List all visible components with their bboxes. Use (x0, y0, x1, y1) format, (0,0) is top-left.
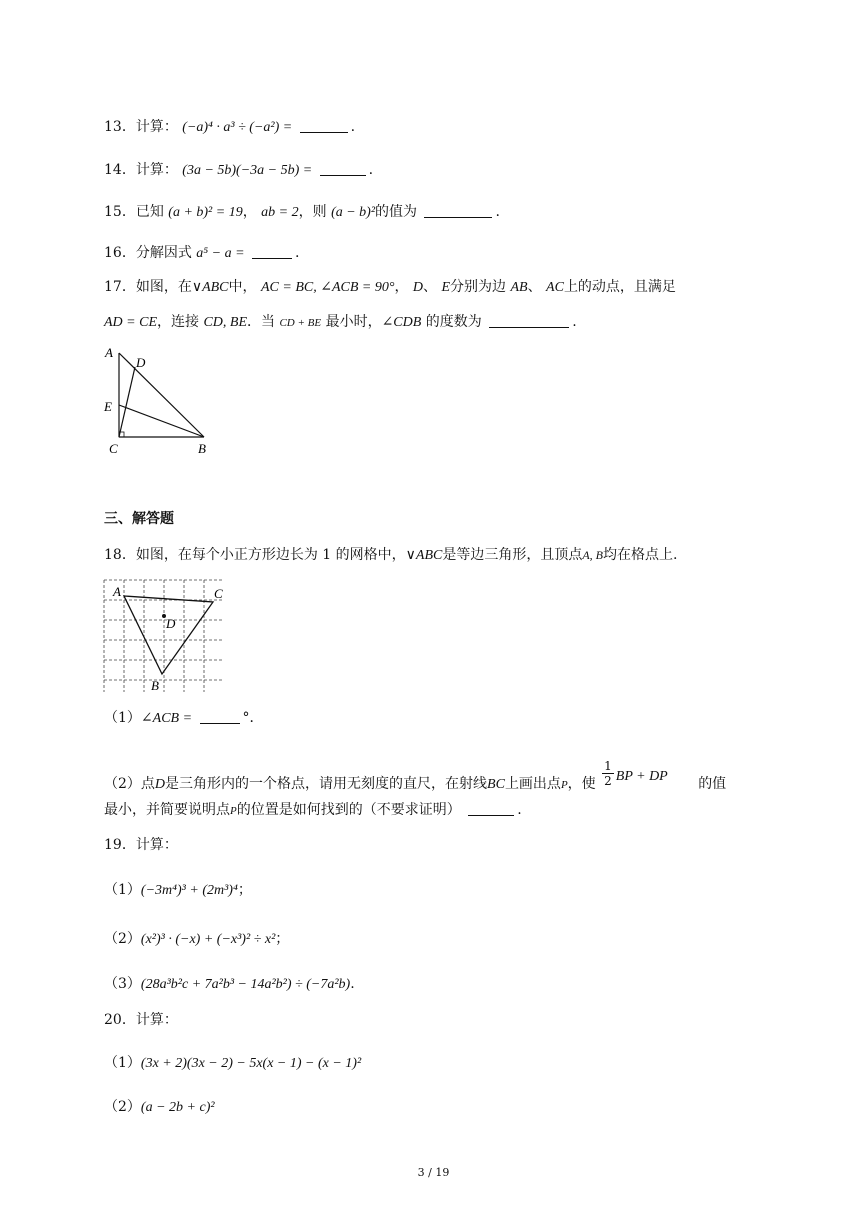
page-number: 3 / 19 (417, 1166, 450, 1179)
question-18-part-2: （2）点D是三角形内的一个格点，请用无刻度的直尺，在射线BC上画出点P，使 $\frac{1}{2}$ BP + DP 的值 (104, 758, 727, 792)
question-14: 14．计算： (3a − 5b)(−3a − 5b) = . (104, 162, 374, 178)
question-19-part-3: （3）(28a³b²c + 7a²b³ − 14a²b²) ÷ (−7a²b). (104, 976, 355, 992)
q14-answer-blank (320, 161, 366, 176)
label-e: E (104, 399, 112, 414)
label-d: D (136, 355, 146, 370)
question-16: 16．分解因式 a⁵ − a = . (104, 245, 300, 261)
q18-2-answer-blank (468, 801, 514, 816)
q14-expression: (3a − 5b)(−3a − 5b) = (182, 163, 313, 178)
segment-be (119, 405, 204, 437)
side-ab (119, 353, 204, 437)
question-20-part-1: （1）(3x + 2)(3x − 2) − 5x(x − 1) − (x − 1)² (104, 1055, 362, 1071)
q17-triangle-figure (100, 345, 220, 457)
segment-cd (119, 367, 135, 437)
question-20: 20．计算： (104, 1012, 178, 1028)
question-19-part-1: （1）(−3m⁴)³ + (2m³)⁴； (104, 882, 252, 898)
question-18-part-2-line-2: 最小，并简要说明点P的位置是如何找到的（不要求证明） . (104, 802, 522, 818)
q15-answer-blank (424, 203, 492, 218)
question-17-line-2: AD = CE，连接 CD, BE．当 CD + BE 最小时，∠CDB 的度数为 . (104, 314, 577, 330)
q16-answer-blank (252, 244, 292, 259)
question-15: 15．已知 (a + b)² = 19， ab = 2，则 (a − b)²的值为 . (104, 204, 500, 220)
label-a: A (113, 584, 121, 599)
triangle-abc (124, 596, 213, 674)
question-18: 18．如图，在每个小正方形边长为 1 的网格中，∨ABC是等边三角形，且顶点A, B均在格点上. (104, 547, 678, 563)
q13-answer-blank (300, 118, 348, 133)
question-13: 13．计算： (−a)⁴ · a³ ÷ (−a²) = . (104, 119, 356, 135)
q17-answer-blank (489, 313, 569, 328)
label-b: B (198, 441, 206, 456)
q13-expression: (−a)⁴ · a³ ÷ (−a²) = (182, 120, 293, 135)
question-18-part-1: （1）∠ACB = °． (104, 710, 264, 726)
label-c: C (214, 586, 223, 601)
label-b: B (151, 678, 159, 693)
label-a: A (105, 345, 113, 360)
label-c: C (109, 441, 118, 456)
question-19-part-2: （2）(x²)³ · (−x) + (−x³)² ÷ x²； (104, 931, 290, 947)
q18-grid-figure (100, 574, 230, 694)
question-20-part-2: （2）(a − 2b + c)² (104, 1099, 215, 1115)
section-title: 三、解答题 (104, 511, 174, 527)
grid-lines (104, 580, 224, 692)
question-17-line-1: 17．如图，在∨ABC中， AC = BC, ∠ACB = 90°， D、 E分别为边 AB、 AC上的动点，且满足 (104, 279, 676, 295)
label-d: D (166, 616, 176, 631)
fraction-one-half: $\frac{1}{2}$ (604, 758, 612, 788)
question-19: 19．计算： (104, 837, 178, 853)
q18-1-answer-blank (200, 709, 240, 724)
